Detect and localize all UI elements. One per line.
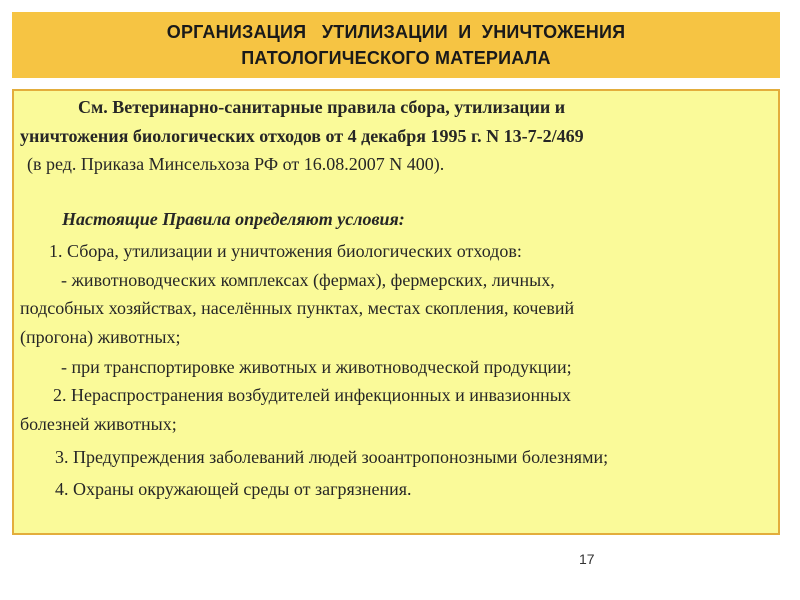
item-1-sub-1-line-2: подсобных хозяйствах, населённых пунктах, местах скопления, кочевий <box>20 298 575 318</box>
edition-note: (в ред. Приказа Минсельхоза РФ от 16.08.2007 N 400). <box>27 154 445 174</box>
title-line-2: ПАТОЛОГИЧЕСКОГО МАТЕРИАЛА <box>241 48 551 68</box>
item-2-line-1: 2. Нераспространения возбудителей инфекционных и инвазионных <box>53 385 571 405</box>
item-1: 1. Сбора, утилизации и уничтожения биологических отходов: <box>49 241 522 261</box>
page-number: 17 <box>579 551 595 567</box>
item-3: 3. Предупреждения заболеваний людей зооантропонозными болезнями; <box>55 447 609 467</box>
rules-heading: Настоящие Правила определяют условия: <box>62 209 405 229</box>
item-1-sub-1-line-3: (прогона) животных; <box>20 327 181 347</box>
content-panel <box>12 89 780 535</box>
title-banner <box>12 12 780 78</box>
item-1-sub-1-line-1: - животноводческих комплексах (фермах), фермерских, личных, <box>61 270 555 290</box>
item-2-line-2: болезней животных; <box>20 414 177 434</box>
reference-line-2: уничтожения биологических отходов от 4 декабря 1995 г. N 13-7-2/469 <box>20 126 584 146</box>
item-1-sub-2: - при транспортировке животных и животноводческой продукции; <box>61 357 572 377</box>
title-line-1: ОРГАНИЗАЦИЯ УТИЛИЗАЦИИ И УНИЧТОЖЕНИЯ <box>166 22 626 42</box>
reference-line-1: См. Ветеринарно-санитарные правила сбора, утилизации и <box>78 97 566 117</box>
item-4: 4. Охраны окружающей среды от загрязнения. <box>55 479 412 499</box>
